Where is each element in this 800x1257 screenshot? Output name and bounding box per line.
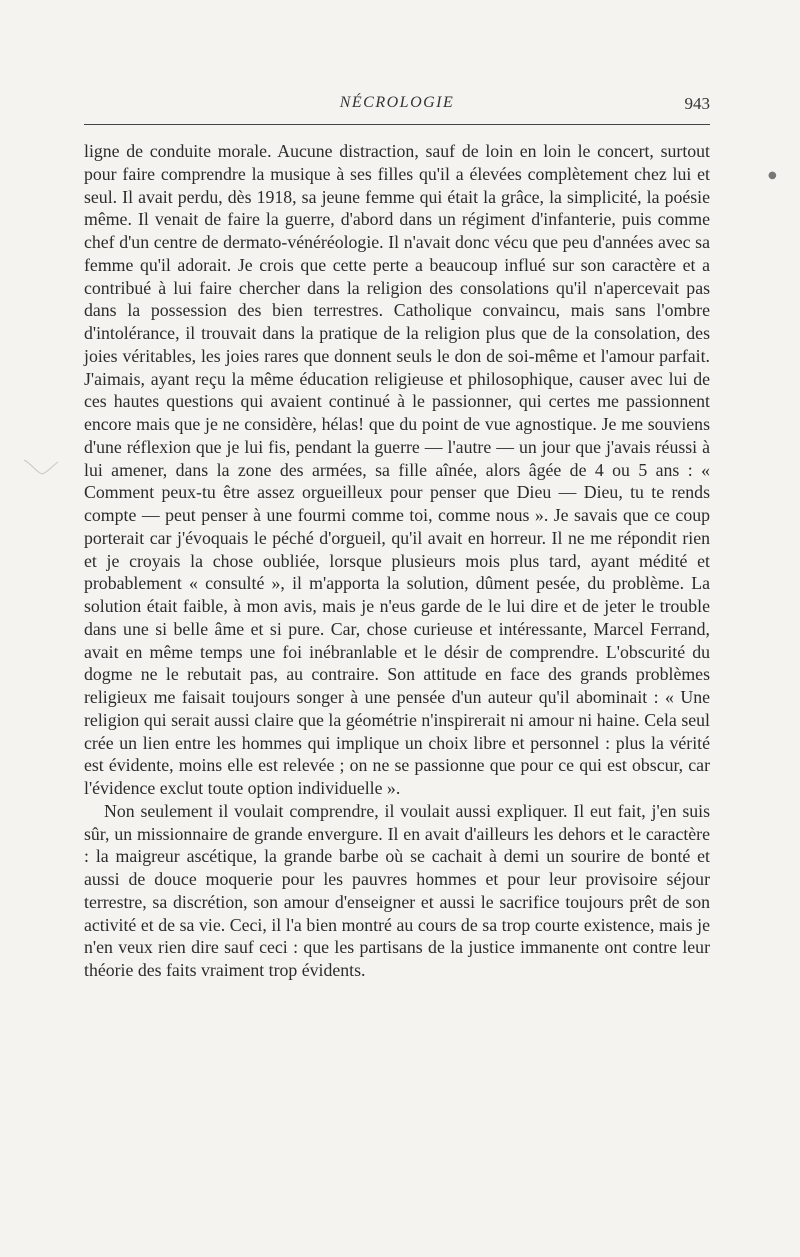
article-body [84,140,710,982]
page-header [84,94,710,118]
running-title: NÉCROLOGIE [339,94,455,111]
margin-pencil-mark [22,456,60,478]
body-paragraph-1: ligne de conduite morale. Aucune distraction, sauf de loin en loin le concert, surtout pour faire comprendre la musique à ses filles qu'il a élevées complètement chez lui et seul. Il avait perdu, dès 1918, sa jeune femme qui était la grâce, la simplicité, la poésie même. Il venait de faire la guerre, d'abord dans un régiment d'infanterie, puis comme chef d'un centre de dermato-vénéréologie. Il n'avait donc vécu que peu d'années avec sa femme qu'il adorait. Je crois que cette perte a beaucoup influé sur son caractère et a contribué à lui faire chercher dans la religion des consolations qu'il n'apercevait pas dans la possession des bien terrestres. Catholique convaincu, mais sans l'ombre d'intolérance, il trouvait dans la pratique de la religion plus que de la consolation, des joies véritables, les joies rares que donnent seuls le don de soi-même et l'amour parfait. J'aimais, ayant reçu la même éducation religieuse et philosophique, causer avec lui de ces hautes questions qui avaient continué à le passionner, qui certes me passionnent encore mais que je ne considère, hélas! que du point de vue agnostique. Je me souviens d'une réflexion que je lui fis, pendant la guerre — l'autre — un jour que j'avais réussi à lui amener, dans la zone des armées, sa fille aînée, alors âgée de 4 ou 5 ans : « Comment peux-tu être assez orgueilleux pour penser que Dieu — Dieu, tu te rends compte — peut penser à une fourmi comme toi, comme nous ». Je savais que ce coup porterait car j'évoquais le péché d'orgueil, qu'il avait en horreur. Il ne me répondit rien et je croyais la chose oubliée, lorsque plusieurs mois plus tard, ayant médité et probablement « consulté », il m'apporta la solution, dûment pesée, du problème. La solution était faible, à mon avis, mais je n'eus garde de le lui dire et de jeter le trouble dans une si belle âme et si pure. Car, chose curieuse et intéressante, Marcel Ferrand, avait en même temps une foi inébranlable et le désir de comprendre. L'obscurité du dogme ne le rebutait pas, au contraire. Son attitude en face des grands problèmes religieux me faisait toujours songer à une pensée d'un auteur qu'il abominait : « Une religion qui serait aussi claire que la géométrie n'inspirerait ni amour ni haine. Cela seul crée un lien entre les hommes qui implique un choix libre et personnel : plus la vérité est évidente, moins elle est relevée ; on ne se passionne que pour ce qui est obscur, car l'évidence exclut toute option individuelle ». [84,141,710,798]
margin-dot-mark: ● [768,170,777,181]
header-rule [84,124,710,125]
body-paragraph-2: Non seulement il voulait comprendre, il voulait aussi expliquer. Il eut fait, j'en suis sûr, un missionnaire de grande envergure. Il en avait d'ailleurs les dehors et le caractère : la maigreur ascétique, la grande barbe où se cachait à demi un sourire de bonté et aussi de douce moquerie pour les pauvres hommes et pour leur provisoire séjour terrestre, sa discrétion, son amour d'enseigner et aussi le sacrifice toujours prêt de son activité et de sa vie. Ceci, il l'a bien montré au cours de sa trop courte existence, mais je n'en veux rien dire sauf ceci : que les partisans de la justice immanente ont contre leur théorie des faits vraiment trop évidents. [84,800,710,980]
page-number: 943 [684,94,710,113]
